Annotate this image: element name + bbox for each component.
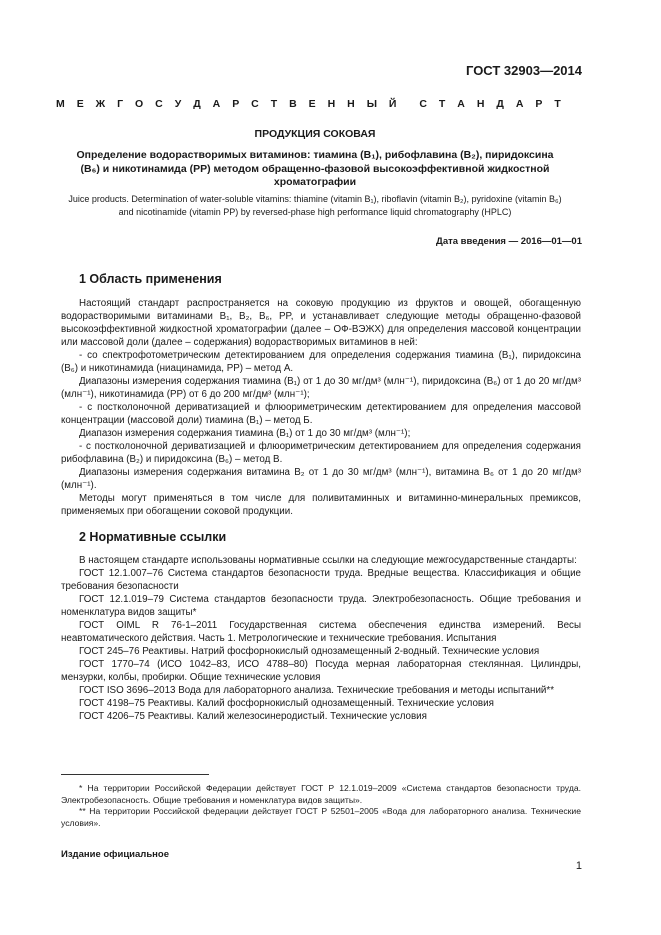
banner-letter: С <box>155 98 164 110</box>
reference-item: ГОСТ 245–76 Реактивы. Натрий фосфорнокислый однозамещенный 2-водный. Технические условия <box>79 646 540 657</box>
banner-letter: Р <box>232 98 241 110</box>
reference-item: ГОСТ 4198–75 Реактивы. Калий фосфорнокислый однозамещенный. Технические условия <box>79 698 494 709</box>
document-title: ПРОДУКЦИЯ СОКОВАЯ <box>254 128 376 140</box>
paragraph: Настоящий стандарт распространяется на соковую продукцию из фруктов и овощей, обогащенную водорастворимыми витаминами B₁, B₂, B₆, PP, и устанавливает следующие методы обращенно-фазовой высокоэффективной жидкостной хроматографии (далее – ОФ-ВЭЖХ) для определения массовой концентрации или массовой доли (далее – содержания) водорастворимых витаминов в ней: <box>61 298 581 348</box>
section-scope-body <box>61 297 581 518</box>
reference-item: ГОСТ 4206–75 Реактивы. Калий железосинеродистый. Технические условия <box>79 711 427 722</box>
banner-letter: С <box>251 98 260 110</box>
paragraph: В настоящем стандарте использованы нормативные ссылки на следующие межгосударственные стандарты: <box>79 555 577 566</box>
banner-letter: Н <box>476 98 486 110</box>
banner-letter: Т <box>554 98 562 110</box>
banner-letter: О <box>135 98 145 110</box>
banner-letter: Й <box>388 98 398 110</box>
banner-letter: Р <box>535 98 544 110</box>
section-heading-normative-references: 2 Нормативные ссылки <box>79 530 227 544</box>
banner-letter: Г <box>117 98 125 110</box>
official-edition-label: Издание официальное <box>61 849 169 860</box>
document-subtitle-english: Juice products. Determination of water-soluble vitamins: thiamine (vitamin B₁), riboflavin (vitamin B₂), pyridoxine (vitamin B₆) and nicotinamide (vitamin PP) by reversed-phase high performance liquid chromatography (HPLC) <box>68 194 562 217</box>
banner-letter: Е <box>76 98 85 110</box>
reference-item: ГОСТ 12.1.007–76 Система стандартов безопасности труда. Вредные вещества. Классификация и общие требования безопасности <box>61 568 581 592</box>
footnote-divider <box>61 774 209 775</box>
banner-letter: Н <box>347 98 356 110</box>
introduction-date: Дата введения — 2016—01—01 <box>436 236 582 247</box>
reference-item: ГОСТ OIML R 76-1–2011 Государственная система обеспечения единства измерений. Весы неавтоматического действия. Часть 1. Метрологические и технические требования. Испытания <box>61 620 581 644</box>
standard-number: ГОСТ 32903—2014 <box>466 63 582 78</box>
banner-letter: Д <box>193 98 202 110</box>
banner-letter: А <box>212 98 222 110</box>
footnote: ** На территории Российской федерации действует ГОСТ Р 52501–2005 «Вода для лабораторного анализа. Технические условия». <box>61 806 581 828</box>
section-heading-scope: 1 Область применения <box>79 272 222 286</box>
document-subtitle: Определение водорастворимых витаминов: тиамина (B₁), рибофлавина (B₂), пиридоксина (B₆) и никотинамида (PP) методом обращенно-фазовой высокоэффективной жидкостной хроматографии <box>76 149 554 188</box>
paragraph: Диапазон измерения содержания тиамина (B₁) от 1 до 30 мг/дм³ (млн⁻¹); <box>79 428 411 439</box>
banner-letter: С <box>419 98 428 110</box>
paragraph: - с постколоночной дериватизацией и флюориметрическим детектированием для определения содержания рибофлавина (B₂) и пиридоксина (B₆) – метод В. <box>61 441 581 465</box>
banner-letter: А <box>457 98 466 110</box>
paragraph: Методы могут применяться в том числе для поливитаминных и витаминно-минеральных премиксов, применяемых при обогащении соковой продукции. <box>61 493 581 517</box>
banner-letter: Т <box>438 98 447 110</box>
banner-letter: Т <box>270 98 279 110</box>
paragraph: - с постколоночной дериватизацией и флюориметрическим детектированием для определения массовой концентрации (массовой доли) тиамина (B₁) – метод Б. <box>61 402 581 426</box>
banner-letter: М <box>56 98 66 110</box>
banner-letter: Д <box>496 98 505 110</box>
footnote: * На территории Российской Федерации действует ГОСТ Р 12.1.019–2009 «Система стандартов безопасности труда. Электробезопасность. Общие требования и номенклатура видов защиты». <box>61 783 581 805</box>
banner-letter: Ж <box>95 98 107 110</box>
footnotes <box>61 783 581 829</box>
page-number: 1 <box>575 860 582 872</box>
banner-letter: В <box>289 98 298 110</box>
reference-item: ГОСТ ISO 3696–2013 Вода для лабораторного анализа. Технические требования и методы испытаний** <box>79 685 555 696</box>
reference-item: ГОСТ 12.1.019–79 Система стандартов безопасности труда. Электробезопасность. Общие требования и номенклатура видов защиты* <box>61 594 581 618</box>
banner-letter: Ы <box>366 98 378 110</box>
section-references-body <box>61 554 581 723</box>
standard-type-banner <box>56 98 562 110</box>
reference-item: ГОСТ 1770–74 (ИСО 1042–83, ИСО 4788–80) Посуда мерная лабораторная стеклянная. Цилиндры, мензурки, колбы, пробирки. Общие технические условия <box>61 659 581 683</box>
banner-letter: У <box>174 98 183 110</box>
paragraph: Диапазоны измерения содержания витамина B₂ от 1 до 30 мг/дм³ (млн⁻¹), витамина B₆ от 1 до 20 мг/дм³ (млн⁻¹). <box>61 467 581 491</box>
banner-letter: А <box>515 98 525 110</box>
paragraph: - со спектрофотометрическим детектированием для определения содержания тиамина (B₁), пиридоксина (B₆) и никотинамида (ниацинамида, PP) – метод А. <box>61 350 581 374</box>
banner-letter: Е <box>308 98 317 110</box>
paragraph: Диапазоны измерения содержания тиамина (B₁) от 1 до 30 мг/дм³ (млн⁻¹), пиридоксина (B₆) от 1 до 20 мг/дм³ (млн⁻¹), никотинамида (PP) от 6 до 200 мг/дм³ (млн⁻¹); <box>61 376 581 400</box>
banner-letter: Н <box>327 98 337 110</box>
